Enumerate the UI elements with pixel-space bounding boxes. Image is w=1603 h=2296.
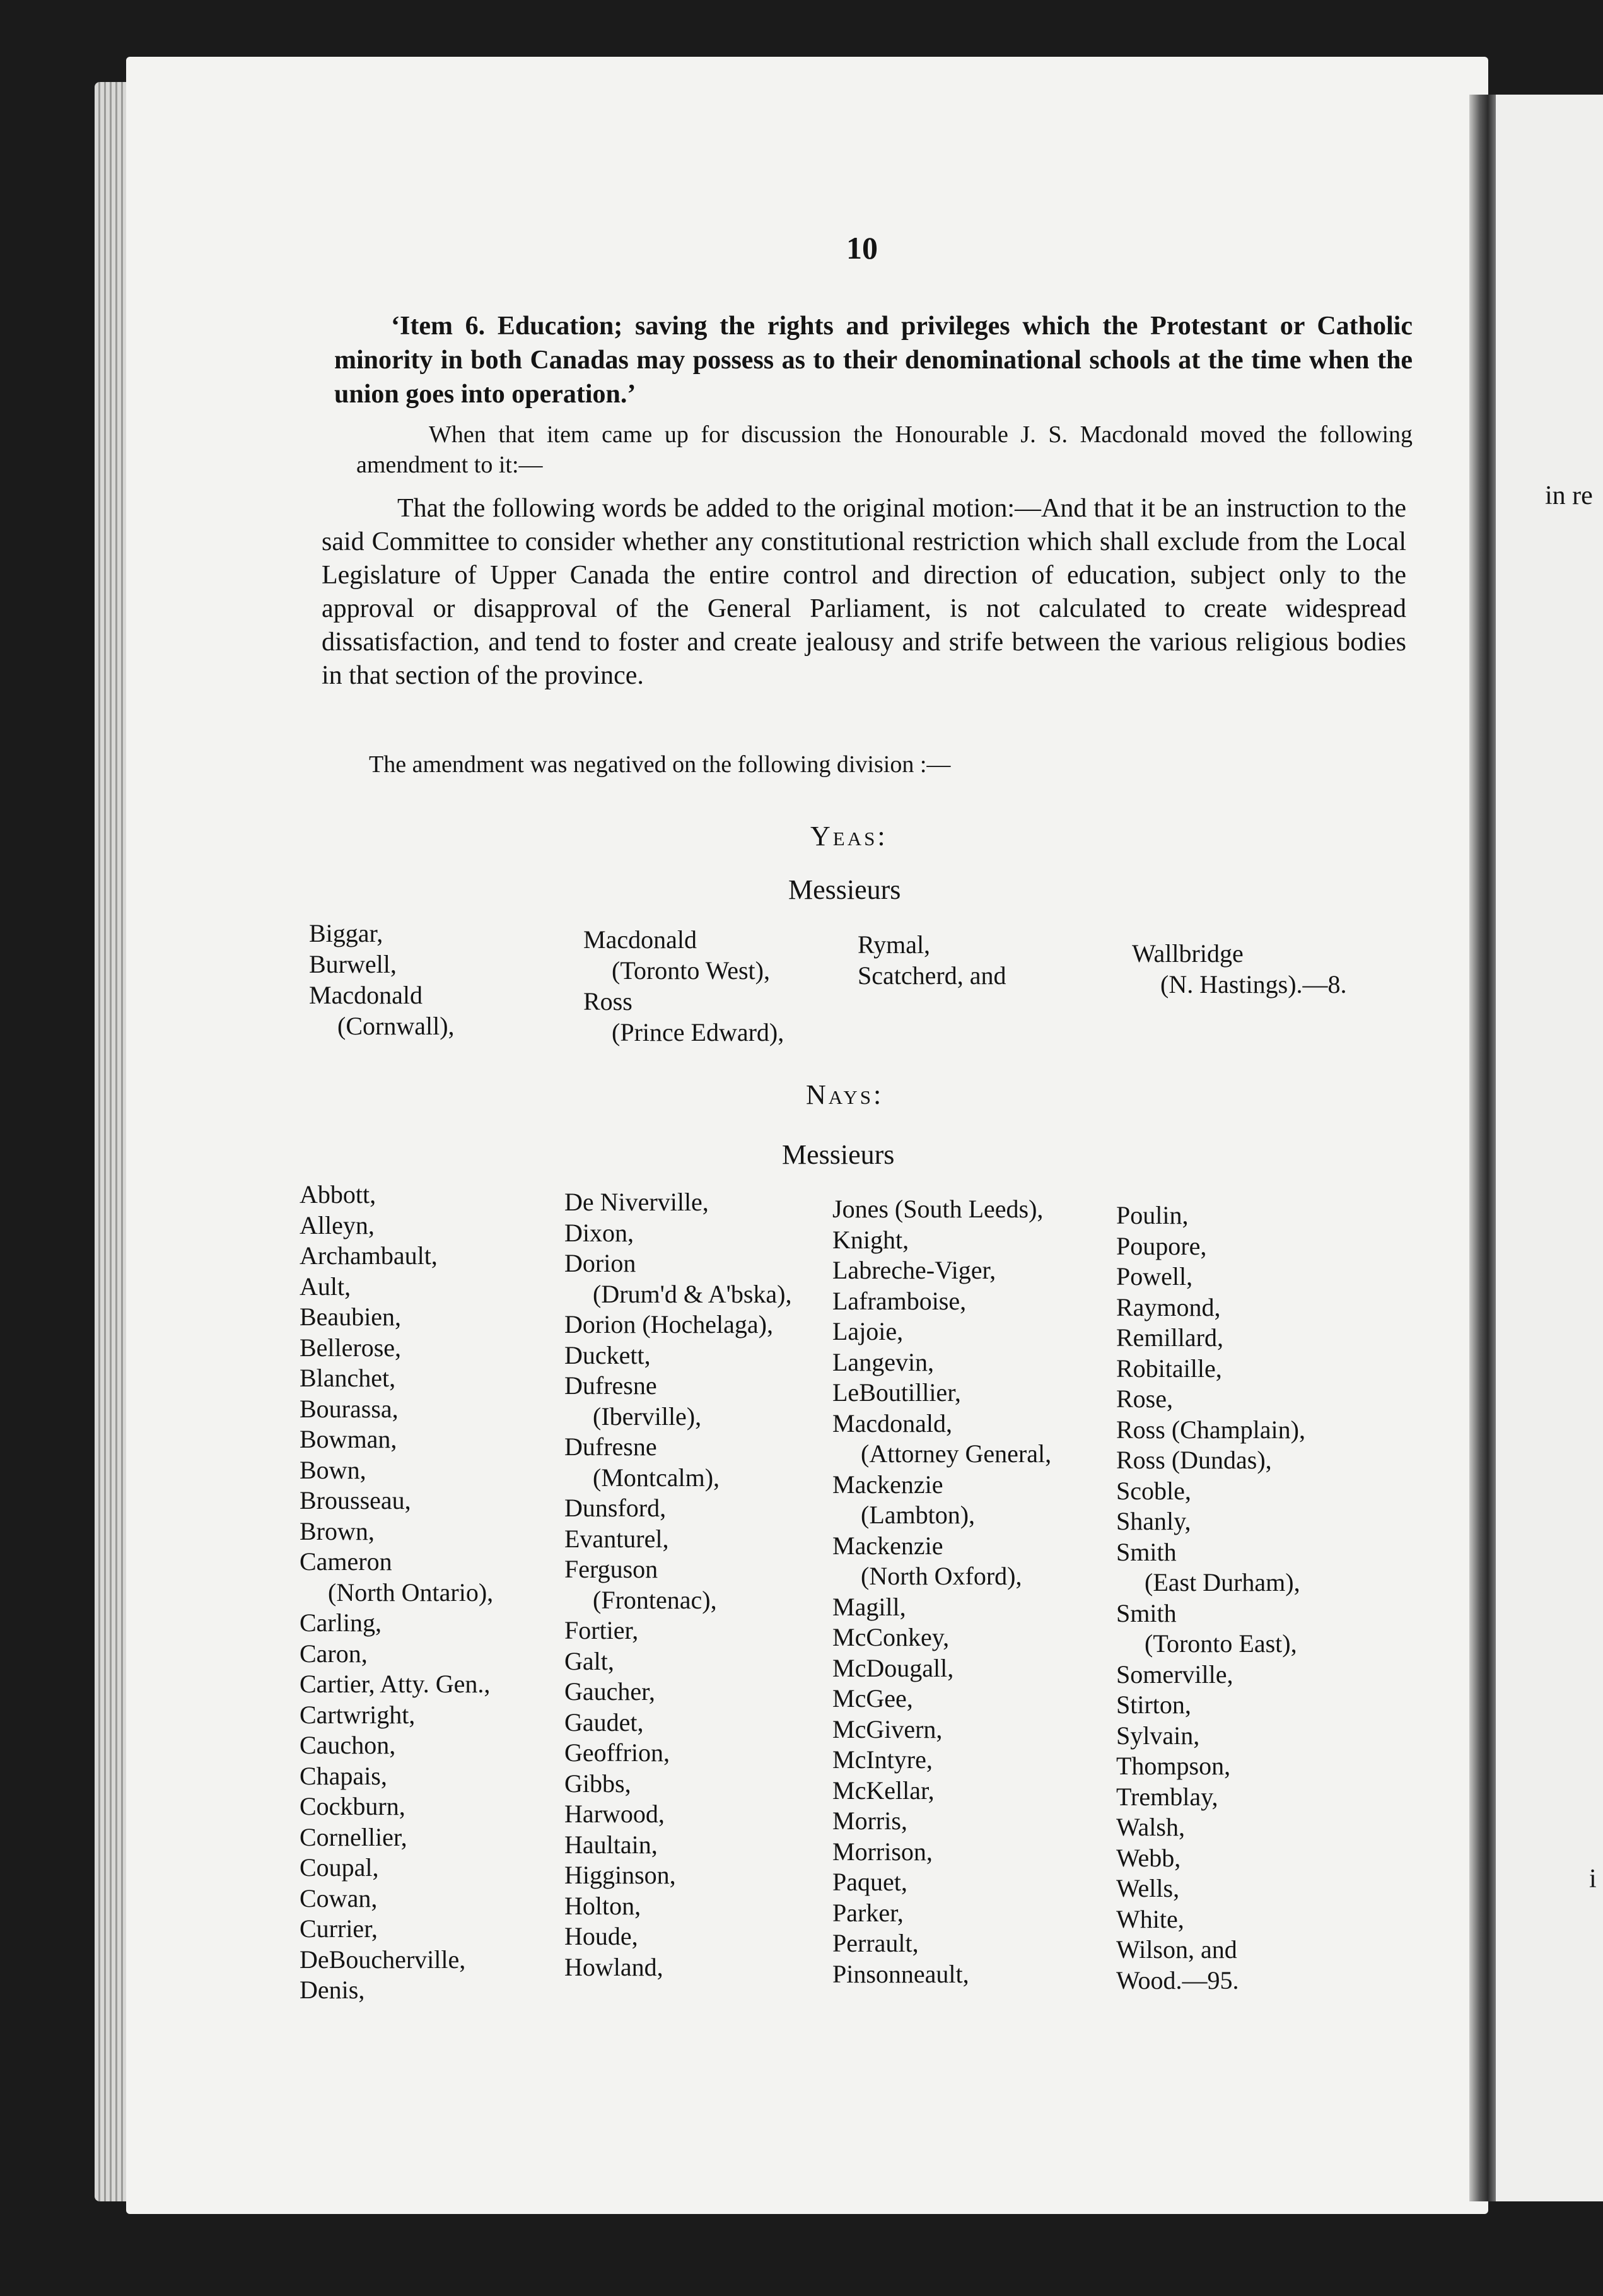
member-name: Brousseau,	[300, 1486, 411, 1514]
member-name: Morrison,	[832, 1837, 933, 1866]
member-name: Carling,	[300, 1608, 382, 1637]
member-name: Higginson,	[564, 1861, 676, 1889]
member-name: McKellar,	[832, 1776, 935, 1805]
member-name: Cornellier,	[300, 1822, 407, 1851]
member-name: Wells,	[1116, 1874, 1180, 1902]
member-name: Bellerose,	[300, 1333, 402, 1362]
member-name: Ross	[583, 987, 632, 1016]
member-name: Cowan,	[300, 1883, 378, 1912]
member-name: Ault,	[300, 1272, 351, 1301]
member-name: Cameron	[300, 1547, 392, 1576]
member-name: Scatcherd, and	[858, 961, 1006, 990]
member-name: Smith	[1116, 1537, 1177, 1566]
member-name: Caron,	[300, 1639, 368, 1668]
book-gutter	[1469, 95, 1496, 2201]
member-riding: (Frontenac),	[593, 1585, 717, 1614]
member-name: Raymond,	[1116, 1292, 1221, 1321]
member-riding: (North Oxford),	[861, 1562, 1022, 1590]
member-riding: (Attorney General,	[861, 1439, 1052, 1468]
member-name: Remillard,	[1116, 1323, 1223, 1352]
member-name: Cartwright,	[300, 1700, 416, 1729]
member-name: Mackenzie	[832, 1531, 943, 1560]
yeas-column-1	[309, 918, 455, 1041]
member-name: Parker,	[832, 1898, 904, 1927]
member-name: Dufresne	[564, 1432, 657, 1461]
member-name: De Niverville,	[564, 1188, 709, 1216]
member-name: Knight,	[832, 1225, 909, 1254]
member-name: Currier,	[300, 1914, 378, 1943]
member-name: Dorion	[564, 1249, 636, 1277]
member-name: Powell,	[1116, 1262, 1193, 1291]
member-name: Stirton,	[1116, 1690, 1191, 1719]
member-riding: (N. Hastings).—8.	[1160, 970, 1347, 999]
nays-column-2	[564, 1187, 792, 1983]
member-riding: (Lambton),	[861, 1501, 976, 1529]
yeas-subheading: Messieurs	[788, 874, 901, 905]
member-riding: (Cornwall),	[337, 1012, 455, 1040]
member-name: Dixon,	[564, 1218, 634, 1247]
member-name: Cauchon,	[300, 1731, 396, 1759]
member-name: Blanchet,	[300, 1364, 396, 1392]
member-name: McIntyre,	[832, 1745, 933, 1774]
facing-page-fragment-top: in re	[1545, 481, 1593, 510]
member-name: Haultain,	[564, 1830, 658, 1859]
member-name: Houde,	[564, 1922, 638, 1950]
member-name: DeBoucherville,	[300, 1945, 466, 1974]
member-name: Brown,	[300, 1516, 375, 1545]
motion-intro: When that item came up for discussion the Honourable J. S. Macdonald moved the following amendment to it:—	[356, 421, 1413, 478]
member-name: Fortier,	[564, 1616, 639, 1644]
division-result: The amendment was negatived on the following division :—	[369, 751, 951, 778]
member-name: Geoffrion,	[564, 1738, 670, 1767]
member-name: Ferguson	[564, 1555, 658, 1583]
nays-column-3	[832, 1194, 1051, 1989]
member-riding: (North Ontario),	[328, 1578, 494, 1607]
member-name: Perrault,	[832, 1929, 919, 1957]
member-name: Laframboise,	[832, 1286, 967, 1315]
member-name: Thompson,	[1116, 1752, 1231, 1780]
yeas-column-3	[858, 929, 1006, 991]
member-name: Tremblay,	[1116, 1782, 1218, 1811]
member-name: Sylvain,	[1116, 1721, 1200, 1750]
member-name: Shanly,	[1116, 1507, 1191, 1535]
member-name: Jones (South Leeds),	[832, 1195, 1044, 1223]
member-name: Langevin,	[832, 1347, 935, 1376]
member-name: Coupal,	[300, 1853, 379, 1882]
member-name: Burwell,	[309, 950, 397, 978]
page-number: 10	[846, 230, 878, 266]
member-name: Macdonald	[309, 981, 423, 1009]
member-name: Ross (Dundas),	[1116, 1446, 1272, 1474]
member-name: Walsh,	[1116, 1813, 1185, 1841]
yeas-column-4	[1132, 938, 1347, 1000]
member-name: Pinsonneault,	[832, 1959, 969, 1988]
facing-page	[1496, 95, 1603, 2201]
member-riding: (Toronto West),	[612, 956, 770, 985]
member-name: Somerville,	[1116, 1660, 1233, 1689]
nays-subheading: Messieurs	[782, 1139, 895, 1170]
member-name: Labreche-Viger,	[832, 1256, 996, 1284]
nays-column-1	[300, 1180, 493, 2006]
member-riding: (Prince Edward),	[612, 1018, 784, 1046]
member-name: Rymal,	[858, 930, 931, 959]
member-name: Dorion (Hochelaga),	[564, 1310, 773, 1338]
member-name: McConkey,	[832, 1623, 950, 1651]
member-name: Bowman,	[300, 1425, 397, 1453]
member-name: Wilson, and	[1116, 1935, 1237, 1964]
member-name: Duckett,	[564, 1340, 651, 1369]
member-name: Denis,	[300, 1976, 365, 2004]
member-name: Holton,	[564, 1891, 641, 1920]
amendment-text: That the following words be added to the original motion:—And that it be an instruction to the said Committee to consider whether any constitutional restriction which shall exclude from the Local Legislature of Upper Canada the entire control and direction of education, subject only to the approval or disapproval of the General Parliament, is not calculated to create widespread dissatisfaction, and tend to foster and create jealousy and strife between the various religious bodies in that section of the province.	[322, 494, 1406, 690]
member-name: Howland,	[564, 1952, 663, 1981]
member-name: Smith	[1116, 1598, 1177, 1627]
member-name: McDougall,	[832, 1653, 954, 1682]
member-name: Wood.—95.	[1116, 1965, 1239, 1994]
member-name: Cartier, Atty. Gen.,	[300, 1670, 491, 1698]
member-name: Mackenzie	[832, 1470, 943, 1499]
nays-heading: Nays:	[806, 1079, 884, 1110]
member-riding: (East Durham),	[1145, 1568, 1300, 1596]
member-name: Alleyn,	[300, 1210, 375, 1239]
item-6-quote: ‘Item 6. Education; saving the rights and privileges which the Protestant or Catholic minority in both Canadas may possess as to their denominational schools at the time when the union goes into operation.’	[334, 312, 1413, 409]
member-name: Robitaille,	[1116, 1354, 1222, 1383]
member-name: LeBoutillier,	[832, 1378, 961, 1407]
member-name: Galt,	[564, 1646, 614, 1675]
nays-column-4	[1116, 1200, 1305, 1996]
member-name: Gibbs,	[564, 1769, 631, 1798]
member-name: Webb,	[1116, 1843, 1181, 1872]
member-name: Archambault,	[300, 1241, 438, 1270]
member-name: Morris,	[832, 1807, 907, 1835]
member-name: Dufresne	[564, 1371, 657, 1400]
member-name: Macdonald,	[832, 1409, 952, 1438]
member-name: Gaucher,	[564, 1677, 655, 1706]
member-name: Magill,	[832, 1592, 906, 1621]
member-name: Bown,	[300, 1455, 366, 1484]
member-name: Macdonald	[583, 925, 697, 954]
member-name: McGivern,	[832, 1714, 943, 1743]
member-name: Scoble,	[1116, 1476, 1191, 1505]
member-name: Rose,	[1116, 1385, 1173, 1413]
member-name: Lajoie,	[832, 1317, 904, 1345]
member-name: Poulin,	[1116, 1201, 1189, 1229]
yeas-column-2	[583, 924, 784, 1048]
member-riding: (Toronto East),	[1145, 1629, 1297, 1658]
member-name: Dunsford,	[564, 1494, 667, 1522]
member-name: Poupore,	[1116, 1231, 1207, 1260]
member-name: Ross (Champlain),	[1116, 1415, 1305, 1444]
member-name: Abbott,	[300, 1180, 376, 1209]
member-name: Evanturel,	[564, 1524, 669, 1553]
member-name: Bourassa,	[300, 1394, 399, 1423]
member-name: White,	[1116, 1904, 1184, 1933]
member-name: Wallbridge	[1132, 939, 1244, 968]
member-name: Beaubien,	[300, 1303, 402, 1331]
member-name: Harwood,	[564, 1800, 665, 1828]
yeas-heading: Yeas:	[810, 821, 888, 852]
member-name: Biggar,	[309, 919, 383, 947]
member-riding: (Drum'd & A'bska),	[593, 1279, 792, 1308]
member-riding: (Iberville),	[593, 1402, 702, 1431]
member-name: McGee,	[832, 1684, 913, 1713]
member-name: Cockburn,	[300, 1792, 405, 1820]
member-name: Chapais,	[300, 1761, 387, 1790]
member-riding: (Montcalm),	[593, 1463, 720, 1492]
facing-page-fragment-bottom: i	[1589, 1865, 1597, 1894]
member-name: Gaudet,	[564, 1707, 644, 1737]
member-name: Paquet,	[832, 1868, 907, 1896]
